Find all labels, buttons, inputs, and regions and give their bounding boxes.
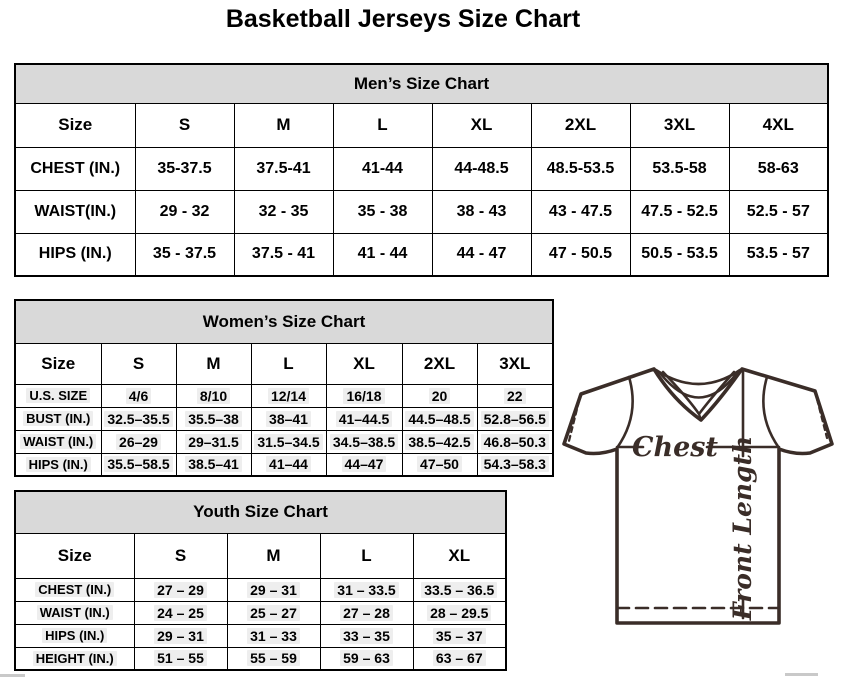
row-label-text: U.S. SIZE	[26, 388, 90, 403]
column-header-2xl: 2XL	[402, 343, 477, 384]
cell-text: 34.5–38.5	[330, 434, 398, 450]
column-header-s: S	[134, 533, 227, 578]
womens-header-row	[15, 343, 553, 384]
column-header-l: L	[320, 533, 413, 578]
cell	[176, 453, 251, 476]
cell	[251, 453, 326, 476]
cell	[413, 601, 506, 624]
cell	[413, 647, 506, 670]
cell-text: 47–50	[417, 456, 462, 472]
cell	[134, 601, 227, 624]
cell-text: 4/6	[126, 388, 151, 404]
womens-bust-row	[15, 407, 553, 430]
cell-text: 24 – 25	[154, 605, 207, 621]
youth-size-chart-table	[14, 490, 507, 671]
cell	[101, 407, 176, 430]
cell-text: 55 – 59	[247, 650, 300, 666]
jersey-outline-icon	[553, 356, 843, 641]
row-label-text: WAIST (IN.)	[20, 434, 96, 449]
row-label-waist	[15, 601, 134, 624]
column-header-m: M	[227, 533, 320, 578]
cell-text: 35 – 37	[433, 628, 486, 644]
cell-text: 12/14	[268, 388, 309, 404]
womens-chart-title: Women’s Size Chart	[15, 300, 553, 343]
cell-text: 38.5–41	[185, 456, 242, 472]
mens-size-chart-table	[14, 63, 829, 277]
cell	[227, 601, 320, 624]
cell	[477, 407, 553, 430]
cell-text: 59 – 63	[340, 650, 393, 666]
row-label-hips: HIPS (IN.)	[15, 233, 135, 276]
row-label-text: WAIST (IN.)	[37, 605, 113, 620]
cell-text: 41–44	[266, 456, 311, 472]
cell-text: 31 – 33	[247, 628, 300, 644]
cell	[320, 601, 413, 624]
row-label-chest: CHEST (IN.)	[15, 147, 135, 190]
cell-text: 22	[504, 388, 526, 404]
cell: 35-37.5	[135, 147, 234, 190]
cell-text: 29 – 31	[247, 582, 300, 598]
column-header-s: S	[101, 343, 176, 384]
cell-text: 27 – 28	[340, 605, 393, 621]
cell-text: 35.5–58.5	[104, 456, 172, 472]
jersey-measurement-diagram	[553, 356, 843, 641]
youth-waist-row	[15, 601, 506, 624]
youth-hips-row	[15, 624, 506, 647]
column-header-xl: XL	[413, 533, 506, 578]
cell-text: 33.5 – 36.5	[421, 582, 497, 598]
column-header-s: S	[135, 103, 234, 147]
cell	[402, 453, 477, 476]
page-title: Basketball Jerseys Size Chart	[225, 5, 581, 33]
cell: 53.5 - 57	[729, 233, 828, 276]
cell	[477, 384, 553, 407]
column-header-l: L	[251, 343, 326, 384]
cell	[134, 624, 227, 647]
cell	[477, 453, 553, 476]
scrollbar-fragment-right	[785, 673, 818, 676]
cell: 37.5 - 41	[234, 233, 333, 276]
mens-chart-title: Men’s Size Chart	[15, 64, 828, 103]
cell-text: 31.5–34.5	[254, 434, 322, 450]
cell-text: 35.5–38	[185, 411, 242, 427]
cell	[251, 407, 326, 430]
cell	[176, 430, 251, 453]
cell-text: 41–44.5	[336, 411, 393, 427]
row-label-hips	[15, 453, 101, 476]
mens-waist-row	[15, 190, 828, 233]
cell-text: 16/18	[343, 388, 384, 404]
mens-header-row	[15, 103, 828, 147]
cell: 35 - 38	[333, 190, 432, 233]
cell-text: 54.3–58.3	[481, 456, 549, 472]
cell	[326, 384, 402, 407]
cell	[101, 430, 176, 453]
cell	[402, 430, 477, 453]
cell: 43 - 47.5	[531, 190, 630, 233]
column-header-m: M	[234, 103, 333, 147]
cell: 44-48.5	[432, 147, 531, 190]
cell: 41 - 44	[333, 233, 432, 276]
front-length-label: Front Length	[728, 435, 757, 621]
womens-ussize-row	[15, 384, 553, 407]
cell-text: 44–47	[342, 456, 387, 472]
cell: 58-63	[729, 147, 828, 190]
column-header-3xl: 3XL	[477, 343, 553, 384]
cell	[101, 453, 176, 476]
mens-hips-row	[15, 233, 828, 276]
cell-text: 31 – 33.5	[334, 582, 398, 598]
cell: 53.5-58	[630, 147, 729, 190]
cell	[413, 578, 506, 601]
column-header-size: Size	[15, 103, 135, 147]
cell-text: 29–31.5	[185, 434, 242, 450]
cell	[227, 647, 320, 670]
column-header-4xl: 4XL	[729, 103, 828, 147]
cell-text: 20	[429, 388, 451, 404]
column-header-3xl: 3XL	[630, 103, 729, 147]
cell: 48.5-53.5	[531, 147, 630, 190]
row-label-text: HEIGHT (IN.)	[33, 651, 117, 666]
cell-text: 29 – 31	[154, 628, 207, 644]
column-header-size: Size	[15, 343, 101, 384]
cell	[176, 407, 251, 430]
cell: 37.5-41	[234, 147, 333, 190]
row-label-height	[15, 647, 134, 670]
cell	[134, 647, 227, 670]
row-label-waist: WAIST(IN.)	[15, 190, 135, 233]
row-label-text: BUST (IN.)	[23, 411, 93, 426]
cell	[134, 578, 227, 601]
scrollbar-fragment-left	[0, 674, 25, 677]
row-label-text: HIPS (IN.)	[42, 628, 107, 643]
cell: 35 - 37.5	[135, 233, 234, 276]
cell-text: 63 – 67	[433, 650, 486, 666]
youth-header-row	[15, 533, 506, 578]
row-label-hips	[15, 624, 134, 647]
mens-chest-row	[15, 147, 828, 190]
cell-text: 26–29	[116, 434, 161, 450]
column-header-xl: XL	[432, 103, 531, 147]
youth-chest-row	[15, 578, 506, 601]
womens-size-chart-table	[14, 299, 554, 477]
cell	[251, 384, 326, 407]
cell	[227, 624, 320, 647]
cell	[320, 624, 413, 647]
row-label-us-size	[15, 384, 101, 407]
cell: 38 - 43	[432, 190, 531, 233]
jersey-body-outline	[564, 369, 832, 623]
cell-text: 28 – 29.5	[427, 605, 491, 621]
row-label-bust	[15, 407, 101, 430]
cell-text: 33 – 35	[340, 628, 393, 644]
cell-text: 27 – 29	[154, 582, 207, 598]
cell: 41-44	[333, 147, 432, 190]
womens-waist-row	[15, 430, 553, 453]
cell	[477, 430, 553, 453]
column-header-2xl: 2XL	[531, 103, 630, 147]
row-label-text: HIPS (IN.)	[26, 457, 91, 472]
column-header-l: L	[333, 103, 432, 147]
youth-height-row	[15, 647, 506, 670]
cell-text: 51 – 55	[154, 650, 207, 666]
cell	[413, 624, 506, 647]
cell	[101, 384, 176, 407]
cell-text: 8/10	[197, 388, 230, 404]
column-header-size: Size	[15, 533, 134, 578]
womens-hips-row	[15, 453, 553, 476]
cell: 44 - 47	[432, 233, 531, 276]
cell	[176, 384, 251, 407]
cell-text: 52.8–56.5	[481, 411, 549, 427]
cell: 29 - 32	[135, 190, 234, 233]
cell-text: 25 – 27	[247, 605, 300, 621]
cell	[320, 647, 413, 670]
cell: 50.5 - 53.5	[630, 233, 729, 276]
youth-chart-title: Youth Size Chart	[15, 491, 506, 533]
cell	[251, 430, 326, 453]
cell-text: 38.5–42.5	[405, 434, 473, 450]
youth-chart-title-row	[15, 491, 506, 533]
row-label-chest	[15, 578, 134, 601]
womens-chart-title-row	[15, 300, 553, 343]
cell-text: 44.5–48.5	[405, 411, 473, 427]
cell-text: 46.8–50.3	[481, 434, 549, 450]
chest-label: Chest	[632, 432, 718, 463]
cell	[326, 453, 402, 476]
cell	[402, 407, 477, 430]
cell-text: 38–41	[266, 411, 311, 427]
cell	[320, 578, 413, 601]
row-label-waist	[15, 430, 101, 453]
cell: 52.5 - 57	[729, 190, 828, 233]
column-header-m: M	[176, 343, 251, 384]
cell: 47 - 50.5	[531, 233, 630, 276]
cell	[326, 407, 402, 430]
mens-chart-title-row	[15, 64, 828, 103]
cell: 32 - 35	[234, 190, 333, 233]
cell-text: 32.5–35.5	[104, 411, 172, 427]
row-label-text: CHEST (IN.)	[35, 582, 114, 597]
cell	[326, 430, 402, 453]
cell: 47.5 - 52.5	[630, 190, 729, 233]
cell	[402, 384, 477, 407]
cell	[227, 578, 320, 601]
column-header-xl: XL	[326, 343, 402, 384]
